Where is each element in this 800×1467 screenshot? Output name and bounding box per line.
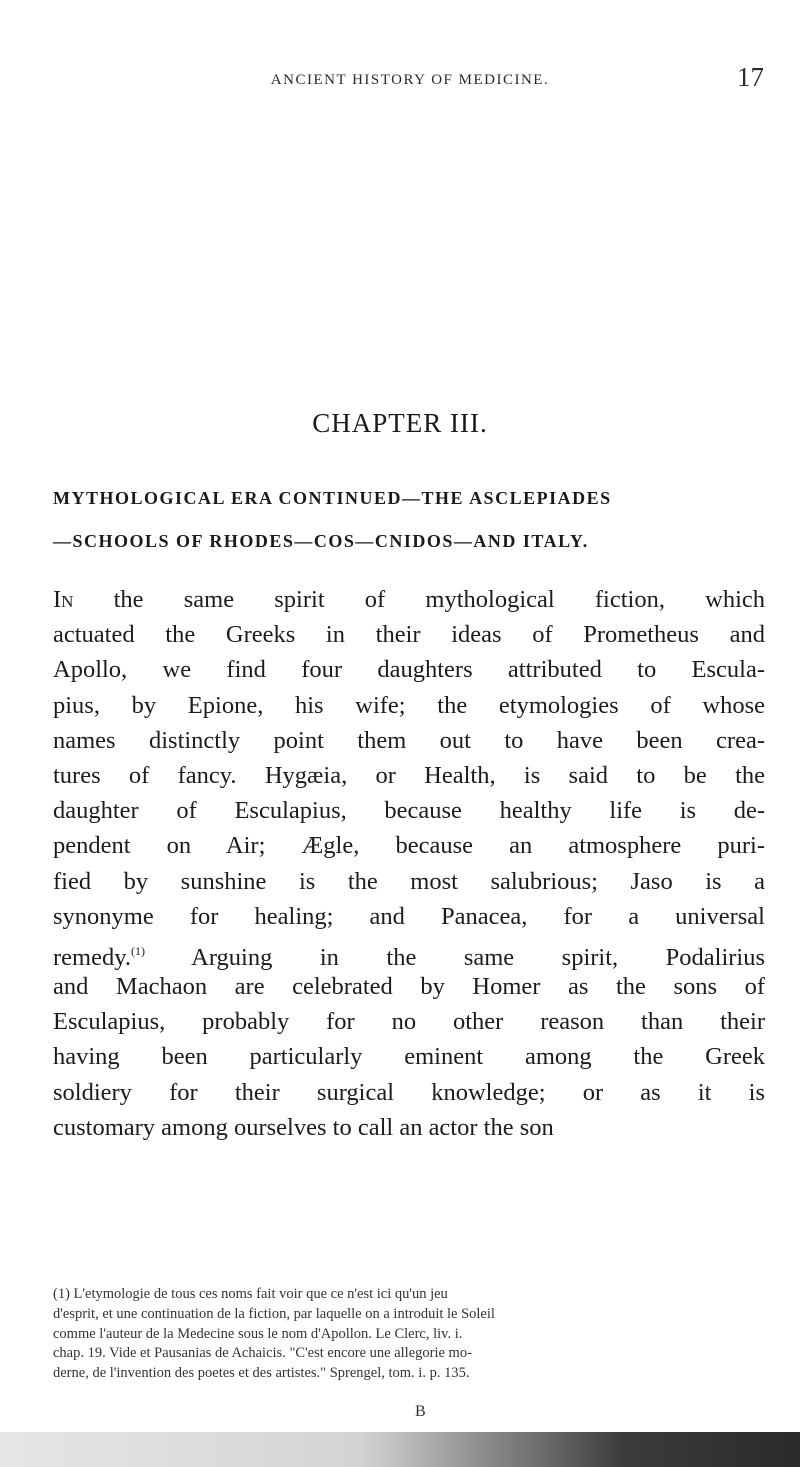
footnote-line: derne, de l'invention des poetes et des artistes." Sprengel, tom. i. p. 135. bbox=[53, 1365, 470, 1382]
body-line: In the same spirit of mythological fiction, which bbox=[53, 586, 765, 613]
chapter-title: CHAPTER III. bbox=[312, 408, 488, 438]
body-line: actuated the Greeks in their ideas of Prometheus and bbox=[53, 621, 765, 649]
body-text bbox=[53, 582, 765, 1145]
body-line: Esculapius, probably for no other reason than their bbox=[53, 1008, 765, 1036]
body-line: pius, by Epione, his wife; the etymologies of whose bbox=[53, 691, 765, 719]
body-line: and Machaon are celebrated by Homer as the sons of bbox=[53, 973, 765, 1001]
body-line: having been particularly eminent among the Greek bbox=[53, 1043, 765, 1071]
scan-edge-shadow bbox=[0, 1432, 800, 1467]
page-number: 17 bbox=[737, 62, 764, 92]
chapter-subtitle-line-1: MYTHOLOGICAL ERA CONTINUED—THE ASCLEPIADES bbox=[53, 488, 612, 508]
body-line: customary among ourselves to call an actor the son bbox=[53, 1113, 554, 1141]
body-line: tures of fancy. Hygæia, or Health, is said to be the bbox=[53, 761, 765, 789]
footnote-line: comme l'auteur de la Medecine sous le nom d'Apollon. Le Clerc, liv. i. bbox=[53, 1325, 463, 1342]
footnotes bbox=[53, 1285, 765, 1384]
body-line: names distinctly point them out to have been crea- bbox=[53, 726, 765, 754]
opening-word: In bbox=[53, 586, 74, 613]
footnote-line: d'esprit, et une continuation de la fiction, par laquelle on a introduit le Soleil bbox=[53, 1305, 495, 1322]
running-head: ANCIENT HISTORY OF MEDICINE. bbox=[270, 72, 550, 88]
body-line: daughter of Esculapius, because healthy life is de- bbox=[53, 797, 765, 825]
body-line: fied by sunshine is the most salubrious; Jaso is a bbox=[53, 867, 765, 895]
footnote-line: (1) L'etymologie de tous ces noms fait voir que ce n'est ici qu'un jeu bbox=[53, 1286, 448, 1302]
chapter-subtitle-line-2: —SCHOOLS OF RHODES—COS—CNIDOS—AND ITALY. bbox=[53, 531, 589, 551]
footnote-line: chap. 19. Vide et Pausanias de Achaicis. "C'est encore une allegorie mo- bbox=[53, 1345, 472, 1362]
footnote-marker: (1) bbox=[131, 943, 145, 958]
body-line: soldiery for their surgical knowledge; or as it is bbox=[53, 1078, 765, 1106]
body-line: remedy.$^{(1)}$ Arguing in the same spirit, Podalirius bbox=[53, 943, 765, 971]
body-line: synonyme for healing; and Panacea, for a universal bbox=[53, 902, 765, 930]
body-line: Apollo, we find four daughters attributed to Escula- bbox=[53, 656, 765, 684]
signature-mark: B bbox=[415, 1403, 426, 1420]
body-line: pendent on Air; Ægle, because an atmosphere puri- bbox=[53, 832, 765, 860]
